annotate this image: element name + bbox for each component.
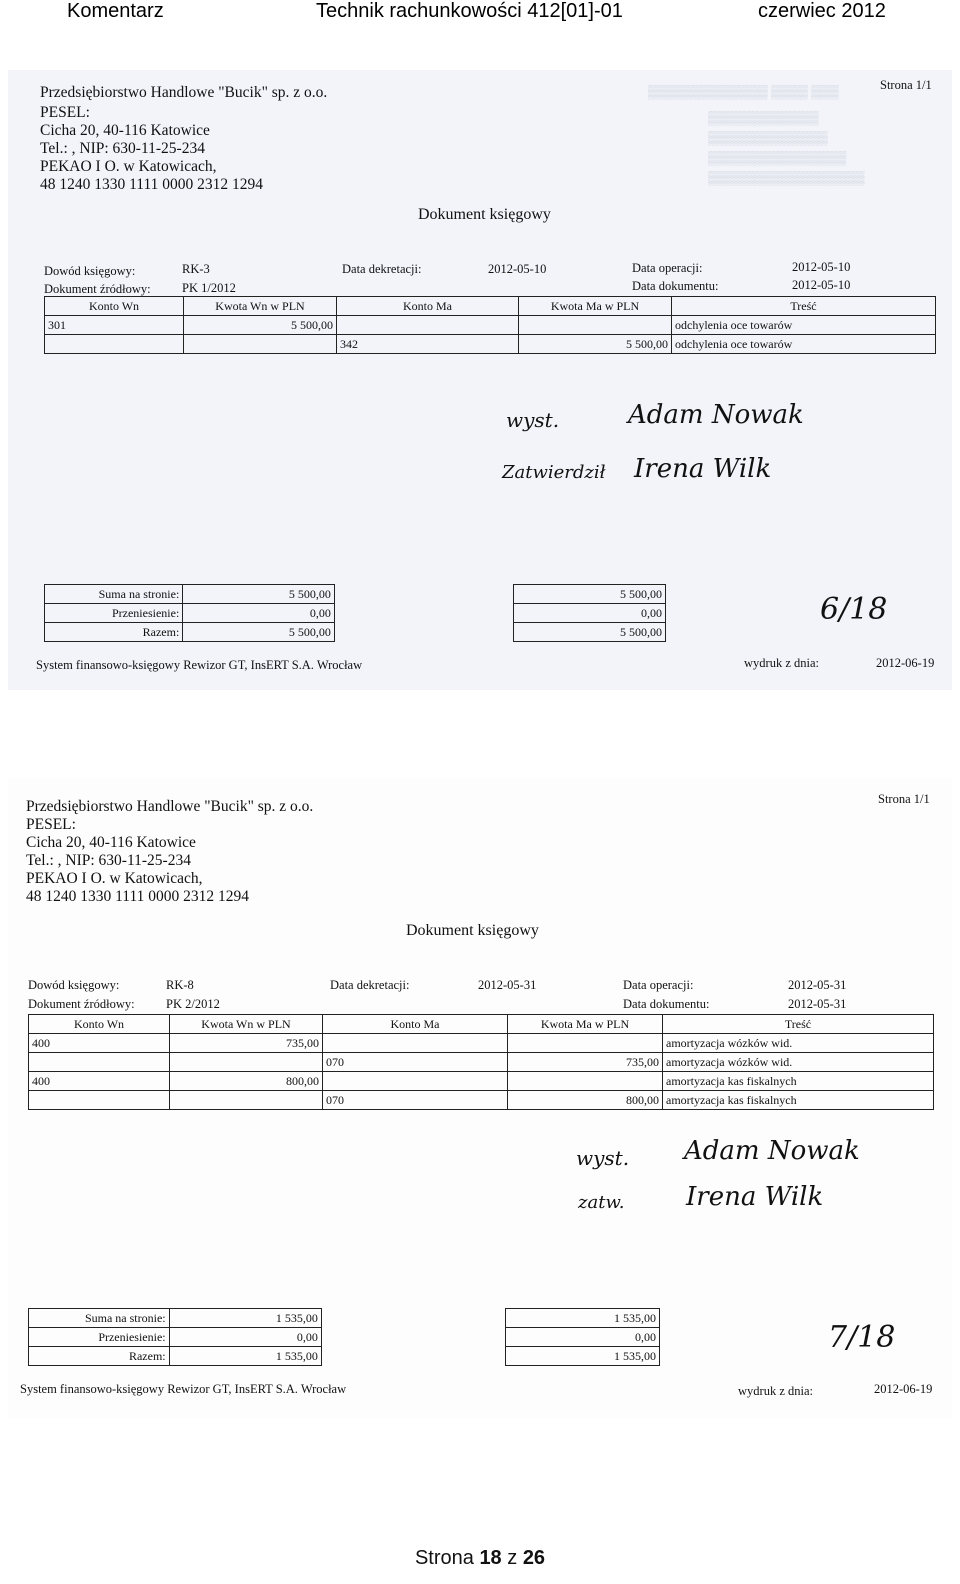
summary-wn: 5 500,00 — [183, 585, 335, 604]
page-number-current: 18 — [479, 1547, 502, 1569]
konto-ma-cell: 070 — [323, 1091, 508, 1110]
konto-wn-cell — [29, 1053, 170, 1072]
dokumentu-value: 2012-05-31 — [788, 997, 847, 1011]
column-header: Kwota Ma w PLN — [508, 1015, 663, 1034]
zrodlowy-label: Dokument źródłowy: — [44, 282, 151, 296]
column-header: Kwota Wn w PLN — [184, 297, 337, 316]
dowod-value: RK-3 — [182, 262, 210, 276]
kwota-wn-cell — [184, 335, 337, 354]
tresc-cell: amortyzacja kas fiskalnych — [663, 1091, 934, 1110]
company-account: 48 1240 1330 1111 0000 2312 1294 — [26, 888, 250, 905]
dekretacji-label: Data dekretacji: — [342, 262, 422, 276]
table-header-row — [29, 1015, 934, 1034]
kwota-wn-cell — [170, 1053, 323, 1072]
page-number-prefix: Strona — [414, 1547, 474, 1569]
summary-label: Suma na stronie: — [45, 585, 183, 604]
kwota-wn-cell: 735,00 — [170, 1034, 323, 1053]
column-header: Konto Wn — [29, 1015, 170, 1034]
konto-ma-cell — [323, 1034, 508, 1053]
page-number-footer — [0, 1547, 960, 1570]
dowod-label: Dowód księgowy: — [28, 978, 120, 992]
summary-ma: 0,00 — [505, 1328, 659, 1347]
page-mark-handwritten: 6/18 — [820, 592, 888, 627]
approved-signature: Irena Wilk — [634, 454, 772, 484]
printed-label: wydruk z dnia: — [744, 656, 819, 670]
strona-label: Strona 1/1 — [880, 78, 932, 92]
kwota-ma-cell — [519, 316, 672, 335]
company-account: 48 1240 1330 1111 0000 2312 1294 — [40, 176, 264, 193]
company-name: Przedsiębiorstwo Handlowe "Bucik" sp. z o.o. — [26, 798, 314, 815]
summary-ma: 1 535,00 — [505, 1309, 659, 1328]
header-center: Technik rachunkowości 412[01]-01 — [316, 0, 623, 22]
summary-gap — [321, 1309, 505, 1328]
column-header: Konto Ma — [337, 297, 519, 316]
summary-label: Przeniesienie: — [29, 1328, 170, 1347]
approved-label-handwritten: zatw. — [578, 1192, 625, 1213]
company-name: Przedsiębiorstwo Handlowe "Bucik" sp. z o.o. — [40, 84, 328, 101]
kwota-ma-cell — [508, 1072, 663, 1091]
kwota-wn-cell — [170, 1091, 323, 1110]
column-header: Kwota Ma w PLN — [519, 297, 672, 316]
dekretacji-value: 2012-05-31 — [478, 978, 537, 992]
printed-date: 2012-06-19 — [876, 656, 935, 670]
column-header: Konto Wn — [45, 297, 184, 316]
dekretacji-value: 2012-05-10 — [488, 262, 547, 276]
summary-row — [29, 1328, 660, 1347]
page-header — [0, 0, 960, 28]
summary-ma: 5 500,00 — [514, 585, 666, 604]
summary-wn: 5 500,00 — [183, 623, 335, 642]
konto-ma-cell: 342 — [337, 335, 519, 354]
summary-label: Razem: — [45, 623, 183, 642]
summary-row — [45, 623, 666, 642]
konto-wn-cell — [29, 1091, 170, 1110]
column-header: Treść — [672, 297, 936, 316]
document-title: Dokument księgowy — [418, 206, 551, 223]
tresc-cell: amortyzacja wózków wid. — [663, 1053, 934, 1072]
printed-date: 2012-06-19 — [874, 1382, 933, 1396]
operacji-label: Data operacji: — [632, 261, 703, 275]
summary-gap — [321, 1347, 505, 1366]
summary-table — [44, 584, 666, 642]
table-row — [29, 1053, 934, 1072]
header-right: czerwiec 2012 — [758, 0, 886, 22]
konto-ma-cell — [337, 316, 519, 335]
column-header: Kwota Wn w PLN — [170, 1015, 323, 1034]
summary-row — [45, 585, 666, 604]
page-mark-handwritten: 7/18 — [828, 1320, 896, 1355]
summary-wn: 1 535,00 — [169, 1347, 321, 1366]
tresc-cell: amortyzacja kas fiskalnych — [663, 1072, 934, 1091]
tresc-cell: amortyzacja wózków wid. — [663, 1034, 934, 1053]
scanned-document-1: ▒▒▒▒▒▒▒▒▒▒▒▒▒ ▒▒▒▒ ▒▒▒ ▒▒▒▒▒▒▒▒▒▒▒▒ ▒▒▒▒▒▒▒▒▒▒▒▒▒ ▒▒▒▒▒▒▒▒▒▒▒▒▒▒▒ ▒▒▒▒▒▒▒▒▒▒▒▒▒▒▒▒▒ Strona 1/1 Przedsiębiorstwo Handlowe "Bucik" sp. z o.o. PESEL: Cicha 20, 40-116 Katowice Tel.: , NIP: 630-11-25-234 PEKAO I O. w Katowicach, 48 1240 1330 1111 0000 2312 1294 Dokument księgowy Dowód księgowy: RK-3 Data dekretacji: 2012-05-10 Data operacji: 2012-05-10 Dokument źródłowy: PK 1/2012 Data dokumentu: 2012-05-10 Konto Wn Kwota Wn w PLN Konto Ma Kwota Ma w PLN Treść 301 5 500,00 odchylenia oce towarów 342 5 500,00 odchylenia oce towarów wyst. Adam Nowak Zatwierdził Irena Wilk Suma na stronie: 5 500,00 5 500,00 Przeniesienie: 0,00 0,00 Razem: 5 500,00 5 500,00 6/18 System finansowo-księgowy Rewizor GT, InsERT S.A. Wrocław wydruk z dnia: 2012-06-19 — [8, 70, 952, 690]
summary-row — [29, 1309, 660, 1328]
konto-ma-cell: 070 — [323, 1053, 508, 1072]
page-number-middle: z — [507, 1547, 518, 1569]
kwota-wn-cell: 800,00 — [170, 1072, 323, 1091]
strona-label: Strona 1/1 — [878, 792, 930, 806]
scanned-document-2 — [8, 778, 952, 1418]
company-bank: PEKAO I O. w Katowicach, — [26, 870, 203, 887]
printed-label: wydruk z dnia: — [738, 1384, 813, 1398]
issued-signature: Adam Nowak — [684, 1136, 860, 1166]
table-header-row — [45, 297, 936, 316]
table-row — [29, 1091, 934, 1110]
summary-ma: 0,00 — [514, 604, 666, 623]
dokumentu-value: 2012-05-10 — [792, 278, 851, 292]
summary-gap — [334, 585, 514, 604]
tresc-cell: odchylenia oce towarów — [672, 316, 936, 335]
table-row — [29, 1034, 934, 1053]
summary-row — [45, 604, 666, 623]
column-header: Treść — [663, 1015, 934, 1034]
kwota-ma-cell — [508, 1034, 663, 1053]
summary-ma: 1 535,00 — [505, 1347, 659, 1366]
table-row — [45, 316, 936, 335]
zrodlowy-value: PK 2/2012 — [166, 997, 220, 1011]
konto-wn-cell — [45, 335, 184, 354]
company-address: Cicha 20, 40-116 Katowice — [26, 834, 196, 851]
document-title: Dokument księgowy — [406, 922, 539, 939]
issued-label-handwritten: wyst. — [576, 1146, 630, 1170]
kwota-ma-cell: 800,00 — [508, 1091, 663, 1110]
kwota-ma-cell: 735,00 — [508, 1053, 663, 1072]
summary-gap — [321, 1328, 505, 1347]
company-tel-nip: Tel.: , NIP: 630-11-25-234 — [26, 852, 191, 869]
system-footer: System finansowo-księgowy Rewizor GT, InsERT S.A. Wrocław — [20, 1382, 347, 1396]
company-pesel: PESEL: — [26, 816, 76, 833]
company-pesel: PESEL: — [40, 104, 90, 121]
entries-table — [28, 1014, 934, 1110]
summary-ma: 5 500,00 — [514, 623, 666, 642]
entries-table — [44, 296, 936, 354]
summary-wn: 1 535,00 — [169, 1309, 321, 1328]
summary-gap — [334, 623, 514, 642]
dokumentu-label: Data dokumentu: — [632, 279, 719, 293]
company-address: Cicha 20, 40-116 Katowice — [40, 122, 210, 139]
tresc-cell: odchylenia oce towarów — [672, 335, 936, 354]
header-left: Komentarz — [67, 0, 164, 22]
summary-table — [28, 1308, 660, 1366]
column-header: Konto Ma — [323, 1015, 508, 1034]
approved-signature: Irena Wilk — [686, 1182, 824, 1212]
company-tel-nip: Tel.: , NIP: 630-11-25-234 — [40, 140, 205, 157]
konto-wn-cell: 400 — [29, 1072, 170, 1091]
operacji-value: 2012-05-31 — [788, 978, 847, 992]
dekretacji-label: Data dekretacji: — [330, 978, 410, 992]
table-row — [45, 335, 936, 354]
page-number-total: 26 — [522, 1547, 546, 1569]
summary-gap — [334, 604, 514, 623]
summary-wn: 0,00 — [169, 1328, 321, 1347]
table-row — [29, 1072, 934, 1091]
summary-label: Przeniesienie: — [45, 604, 183, 623]
company-bank: PEKAO I O. w Katowicach, — [40, 158, 217, 175]
summary-row — [29, 1347, 660, 1366]
zrodlowy-label: Dokument źródłowy: — [28, 997, 135, 1011]
system-footer: System finansowo-księgowy Rewizor GT, InsERT S.A. Wrocław — [36, 658, 363, 672]
operacji-label: Data operacji: — [623, 978, 694, 992]
zrodlowy-value: PK 1/2012 — [182, 281, 236, 295]
summary-label: Razem: — [29, 1347, 170, 1366]
dowod-label: Dowód księgowy: — [44, 264, 136, 278]
approved-label-handwritten: Zatwierdził — [502, 462, 606, 483]
dowod-value: RK-8 — [166, 978, 194, 992]
konto-ma-cell — [323, 1072, 508, 1091]
summary-label: Suma na stronie: — [29, 1309, 170, 1328]
konto-wn-cell: 301 — [45, 316, 184, 335]
issued-label-handwritten: wyst. — [506, 408, 560, 432]
operacji-value: 2012-05-10 — [792, 260, 851, 274]
issued-signature: Adam Nowak — [628, 400, 804, 430]
kwota-wn-cell: 5 500,00 — [184, 316, 337, 335]
kwota-ma-cell: 5 500,00 — [519, 335, 672, 354]
dokumentu-label: Data dokumentu: — [623, 997, 710, 1011]
summary-wn: 0,00 — [183, 604, 335, 623]
konto-wn-cell: 400 — [29, 1034, 170, 1053]
